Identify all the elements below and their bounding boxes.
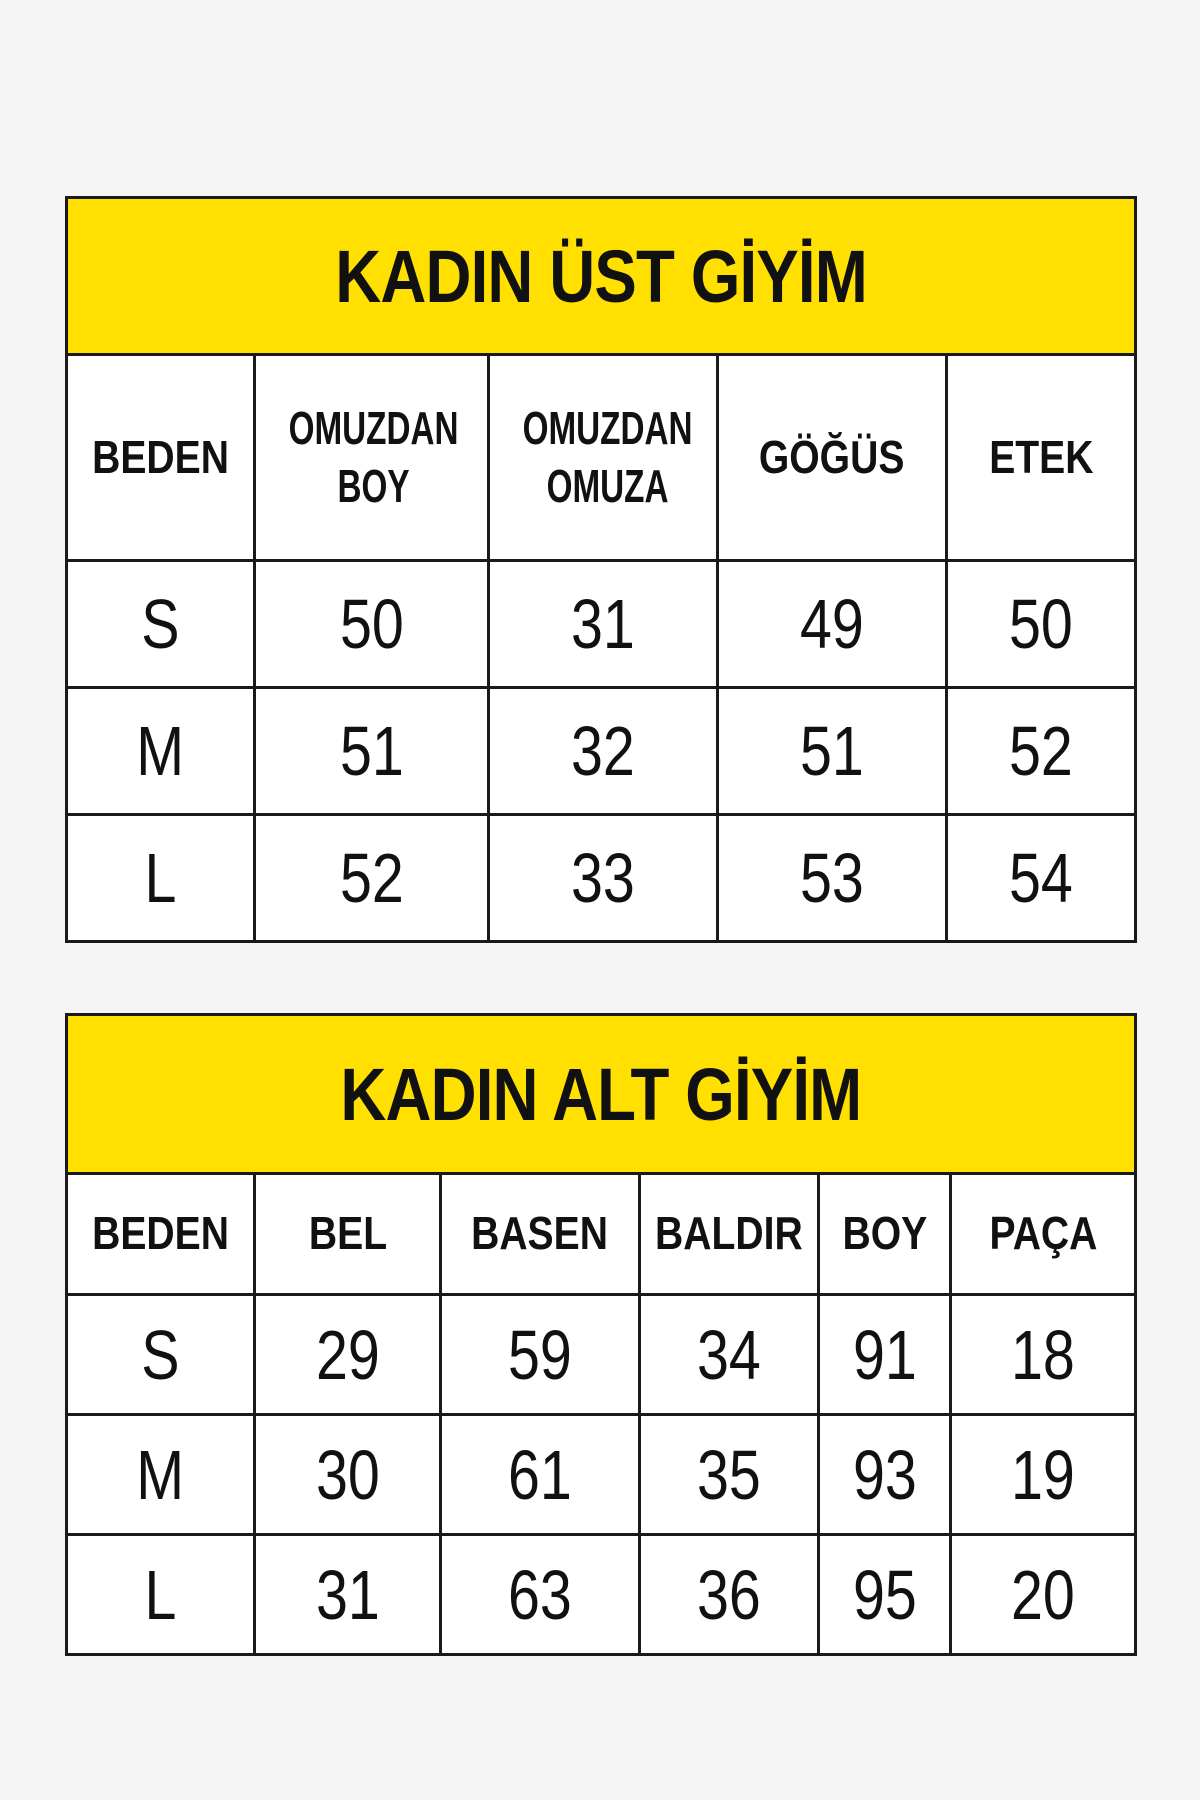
table-title-row: [67, 198, 1136, 355]
size-cell: M: [67, 1415, 255, 1535]
table-title: KADIN ALT GİYİM: [67, 1015, 1136, 1174]
size-cell: M: [67, 688, 255, 815]
column-header-hip: BASEN: [441, 1174, 640, 1295]
table-row: [67, 1295, 1136, 1415]
size-cell: S: [67, 1295, 255, 1415]
table-row: [67, 688, 1136, 815]
value-cell: 51: [255, 688, 489, 815]
value-cell: 30: [255, 1415, 441, 1535]
value-cell: 36: [640, 1535, 819, 1655]
value-cell: 51: [718, 688, 947, 815]
value-cell: 19: [951, 1415, 1136, 1535]
column-header-hem: ETEK: [947, 355, 1136, 561]
value-cell: 33: [489, 815, 718, 942]
table-title: KADIN ÜST GİYİM: [67, 198, 1136, 355]
value-cell: 95: [819, 1535, 951, 1655]
value-cell: 31: [255, 1535, 441, 1655]
value-cell: 54: [947, 815, 1136, 942]
column-header-leg-opening: PAÇA: [951, 1174, 1136, 1295]
size-cell: L: [67, 815, 255, 942]
size-cell: L: [67, 1535, 255, 1655]
value-cell: 59: [441, 1295, 640, 1415]
value-cell: 53: [718, 815, 947, 942]
table-row: [67, 561, 1136, 688]
value-cell: 32: [489, 688, 718, 815]
lower-wear-size-table: [65, 1013, 1137, 1656]
table-row: [67, 1415, 1136, 1535]
value-cell: 29: [255, 1295, 441, 1415]
value-cell: 91: [819, 1295, 951, 1415]
header-row: [67, 355, 1136, 561]
column-header-calf: BALDIR: [640, 1174, 819, 1295]
value-cell: 20: [951, 1535, 1136, 1655]
column-header-length-from-shoulder: OMUZDAN BOY: [255, 355, 489, 561]
value-cell: 50: [255, 561, 489, 688]
column-header-chest: GÖĞÜS: [718, 355, 947, 561]
table-row: [67, 1535, 1136, 1655]
size-cell: S: [67, 561, 255, 688]
value-cell: 50: [947, 561, 1136, 688]
table-title-row: [67, 1015, 1136, 1174]
value-cell: 52: [255, 815, 489, 942]
header-row: [67, 1174, 1136, 1295]
column-header-length: BOY: [819, 1174, 951, 1295]
value-cell: 35: [640, 1415, 819, 1535]
value-cell: 93: [819, 1415, 951, 1535]
column-header-size: BEDEN: [67, 355, 255, 561]
value-cell: 34: [640, 1295, 819, 1415]
column-header-shoulder-to-shoulder: OMUZDAN OMUZA: [489, 355, 718, 561]
value-cell: 63: [441, 1535, 640, 1655]
value-cell: 18: [951, 1295, 1136, 1415]
value-cell: 52: [947, 688, 1136, 815]
value-cell: 49: [718, 561, 947, 688]
column-header-size: BEDEN: [67, 1174, 255, 1295]
value-cell: 31: [489, 561, 718, 688]
column-header-waist: BEL: [255, 1174, 441, 1295]
value-cell: 61: [441, 1415, 640, 1535]
upper-wear-size-table: [65, 196, 1137, 943]
table-row: [67, 815, 1136, 942]
